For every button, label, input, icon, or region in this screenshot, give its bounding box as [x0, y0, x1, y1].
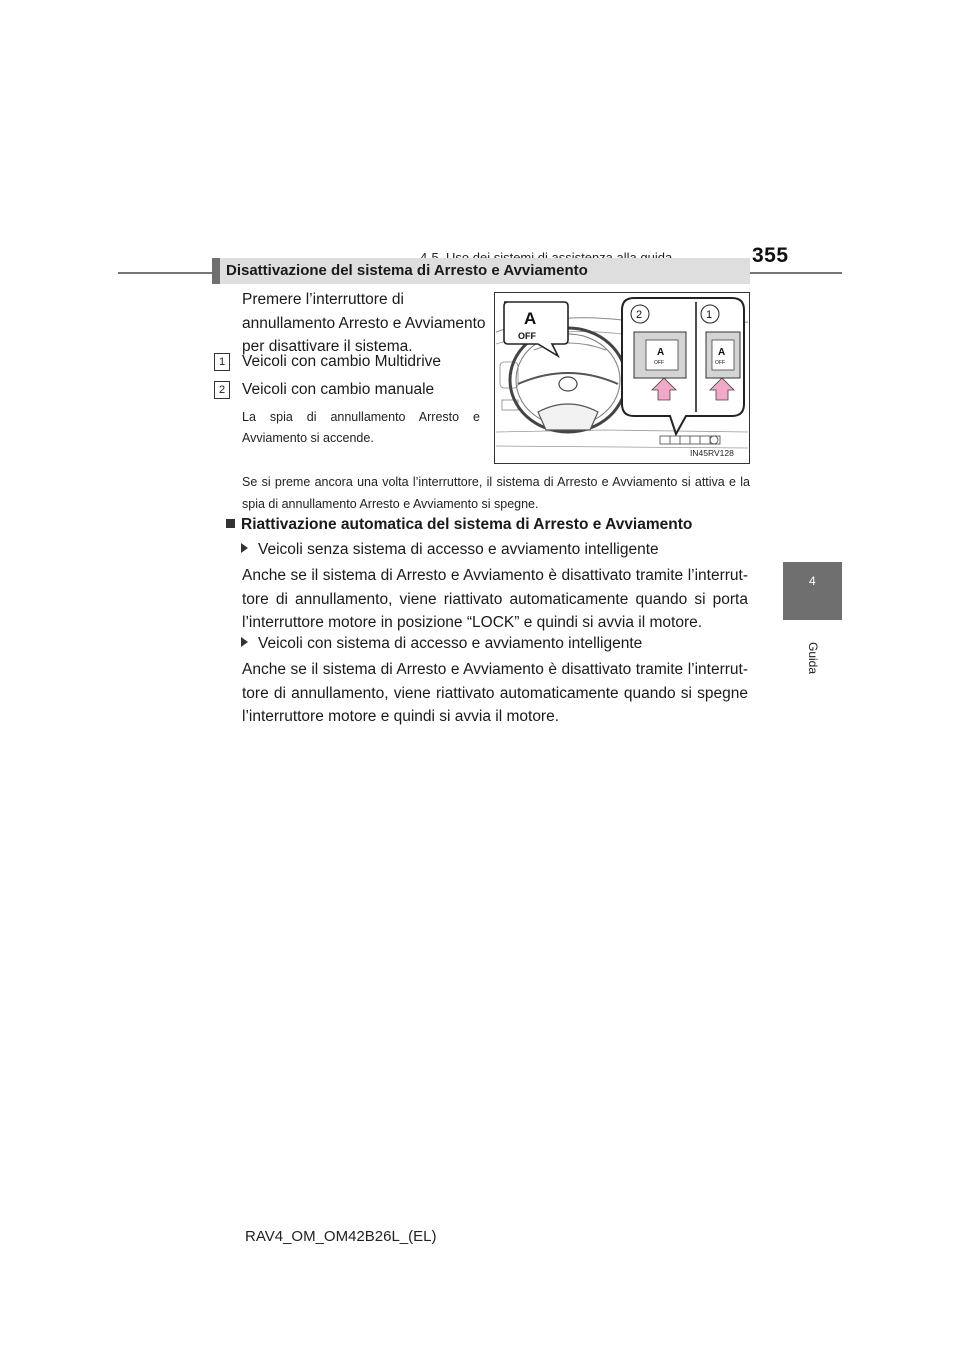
item-number-2: 2	[214, 381, 230, 399]
bullet-text-2: Veicoli con sistema di accesso e avviamento intelligente	[258, 635, 643, 652]
bubble-button-letter: A	[524, 309, 537, 328]
reactivation-note: Se si preme ancora una volta l’interruttore, il sistema di Arresto e Avviamento si attiva e la spia di annullamento Arresto e Avviamento si spegne.	[242, 475, 750, 511]
page-number: 355	[752, 244, 789, 267]
paragraph-2: Anche se il sistema di Arresto e Avviamento è disattivato tramite l’interruttore di annullamento, viene riattivato automaticamente quando si spegne l’interruttore motore e quindi si avvia il motore.	[242, 661, 748, 725]
chapter-number: 4	[809, 574, 816, 588]
item-label-1: Veicoli con cambio Multidrive	[242, 353, 442, 370]
bubble-button-off: OFF	[518, 331, 536, 341]
section-heading: Disattivazione del sistema di Arresto e Avviamento	[226, 262, 588, 279]
dashboard-drawing	[494, 292, 750, 464]
callout-number-1: 1	[706, 309, 713, 321]
chapter-label: Guida	[806, 641, 820, 675]
right-switch-off: OFF	[715, 360, 725, 366]
right-switch-letter: A	[718, 347, 726, 358]
section-heading-bar	[212, 258, 750, 284]
square-bullet-icon	[226, 519, 235, 528]
section-heading-accent	[212, 258, 220, 284]
paragraph-1: Anche se il sistema di Arresto e Avviamento è disattivato tramite l’interruttore di annullamento, viene riattivato automaticamente quando si porta l’interruttore motore in posizione “LOCK” e quindi si avvia il motore.	[242, 567, 748, 631]
numbered-item-2	[214, 381, 434, 399]
dashboard-illustration	[494, 292, 750, 464]
callout-number-2: 2	[636, 309, 643, 321]
intro-paragraph: Premere l’interruttore di annullamento Arresto e Avviamento per disattivare il sistema.	[242, 291, 486, 355]
item-label-2: Veicoli con cambio manuale	[242, 381, 435, 398]
subsection-heading-text: Riattivazione automatica del sistema di Arresto e Avviamento	[241, 516, 693, 533]
chapter-label-box	[803, 628, 823, 688]
left-switch-letter: A	[657, 347, 665, 358]
left-switch-off: OFF	[654, 360, 664, 366]
chapter-tab[interactable]	[783, 562, 842, 620]
figure-code: IN45RV128	[690, 448, 734, 458]
numbered-item-1	[214, 353, 441, 371]
bullet-text-1: Veicoli senza sistema di accesso e avviamento intelligente	[258, 541, 659, 558]
triangle-bullet-icon	[241, 543, 248, 553]
item-number-1: 1	[214, 353, 230, 371]
footer-document-code: RAV4_OM_OM42B26L_(EL)	[245, 1228, 437, 1245]
bullet-item-1	[241, 541, 659, 559]
indicator-note: La spia di annullamento Arresto e Avviamento si accende.	[242, 410, 480, 445]
bullet-item-2	[241, 635, 642, 653]
triangle-bullet-icon	[241, 637, 248, 647]
subsection-heading	[226, 516, 692, 534]
